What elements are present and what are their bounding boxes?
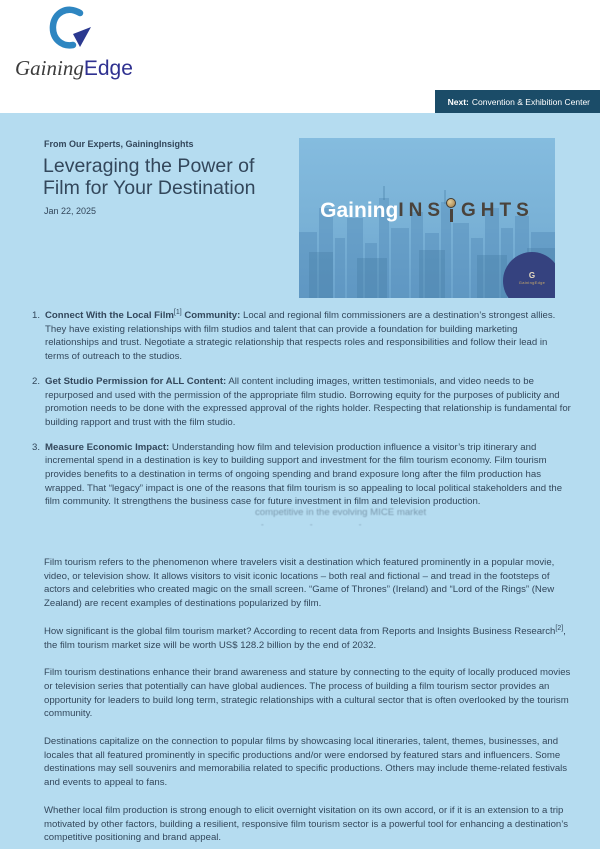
globe-i-glyph [446,198,456,222]
paragraph-conclusion: Whether local film production is strong enough to elicit overnight visitation on its own accord, or if it is an extension to a trip motivated by other factors, building a resilient, responsive film tourism sector is a powerful tool for enhancing a destination’s competitive positioning and brand appeal. [44,804,569,844]
globe-icon [446,198,456,208]
logo-wordmark [15,56,145,81]
clipped-line-2: - - - [261,520,384,529]
list-item-lead: Connect With the Local Film [45,310,174,321]
wordmark-ins: INS [398,200,446,221]
next-article-banner[interactable] [435,90,600,113]
list-item-text [45,441,572,510]
wordmark-ghts: GHTS [461,200,534,221]
logo-word-edge: Edge [83,57,133,80]
list-item-number: 2. [32,375,41,387]
list-item-lead: Get Studio Permission for ALL Content: [45,375,227,387]
list-item-lead-cont: Community: [181,310,241,321]
list-item-body: All content including images, written testimonials, and video needs to be repurposed and used with the permission of the appropriate film studio. Borrowing equity for the purposes of publicity and promotion needs to be done with the expressed approval of the rights holder. Respecting that relationship is fundamental for building rapport and trust with the film studio. [45,375,571,428]
list-item [32,309,572,364]
clipped-line-1: competitive in the evolving MICE market [255,507,427,518]
list-item-body: Understanding how film and television production influence a visitor’s trip itinerary and incremental spend in a destination is key to building support and investment for the film tourism economy. Film tourism provides benefits to a destination in terms of ongoing spending and brand exposure long after the film production has wrapped. That “legacy” impact is one of the reasons that film tourism is so appealing to local political stakeholders and the film community. It strengthens the business case for future investment in film and television production. [45,441,563,508]
list-item-number: 1. [32,310,41,321]
list-item-number: 3. [32,441,41,453]
wordmark-gaining: Gaining [320,199,399,222]
next-article-title: Convention & Exhibition Center [471,96,590,107]
paragraph-market-size [44,625,571,652]
article-kicker: From Our Experts, GainingInsights [44,139,194,149]
article-body [44,556,571,849]
paragraph-brand-awareness: Film tourism destinations enhance their brand awareness and stature by connecting to the equity of locally produced movies or television series that potentially can have global audiences. The process of building a film tourism sector provides an opportunity for leaders to build long term, strategic relationships with a cultural sector that is often overlooked by the tourism community. [44,667,571,720]
logo-word-gaining: Gaining [15,56,84,80]
list-item [32,375,572,430]
paragraph-film-tourism-definition: Film tourism refers to the phenomenon where travelers visit a destination which featured prominently in a popular movie, video, or television show. It allows visitors to visit iconic locations – both real and fictional – and tread in the footsteps of actors and celebrities who created magic on the small screen. “Game of Thrones” (Ireland) and “Lord of the Rings” (New Zealand) are recent examples of destinations popularized by film. [44,557,555,610]
next-label: Next: [447,96,469,107]
badge-brand-name: GainingEdge [518,279,546,285]
featured-image-wordmark [299,198,555,222]
featured-image [299,138,555,298]
paragraph-destination-capitalize: Destinations capitalize on the connection to popular films by showcasing local itineraries, talent, themes, businesses, and locales that all featured prominently in specific productions and/or were endorsed by featured stars and influencers. Some destinations may sell souvenirs and memorabilia related to specific productions. Others may include theme-related festivals and events to appeal to fans. [44,736,568,789]
clipped-text-fragment [255,507,555,529]
key-points-list [32,309,572,520]
list-item-body: Local and regional film commissioners are a destination’s strongest allies. They have existing relationships with film studios and talent that can provide a foundation for building marketing relationships and trust. Negotiate a strategic relationship that respects roles and responsibilities and follow their lead in terms of outreach to the studios. [45,310,556,363]
list-item-lead: Measure Economic Impact: [45,441,170,453]
page-title: Leveraging the Power of Film for Your Destination [43,155,256,199]
g-arrow-swirl-icon [49,6,93,56]
article-date: Jan 22, 2025 [44,206,97,216]
paragraph-market-size-text-cont: , the film tourism market size will be worth US$ 128.2 billion by the end of 2032. [44,625,566,651]
footnote-link-2[interactable]: [2] [555,624,564,632]
list-item-text [45,309,572,364]
gaining-edge-logo[interactable] [15,6,145,81]
paragraph-market-size-text: How significant is the global film tourism market? According to recent data from Reports and Insights Business Research [44,625,556,637]
list-item [32,441,572,510]
list-item-text [45,375,572,430]
badge-g-glyph: G [528,270,536,280]
footnote-link-1[interactable]: [1] [173,308,182,316]
article-section [0,113,600,849]
letter-i-stem [450,209,453,222]
